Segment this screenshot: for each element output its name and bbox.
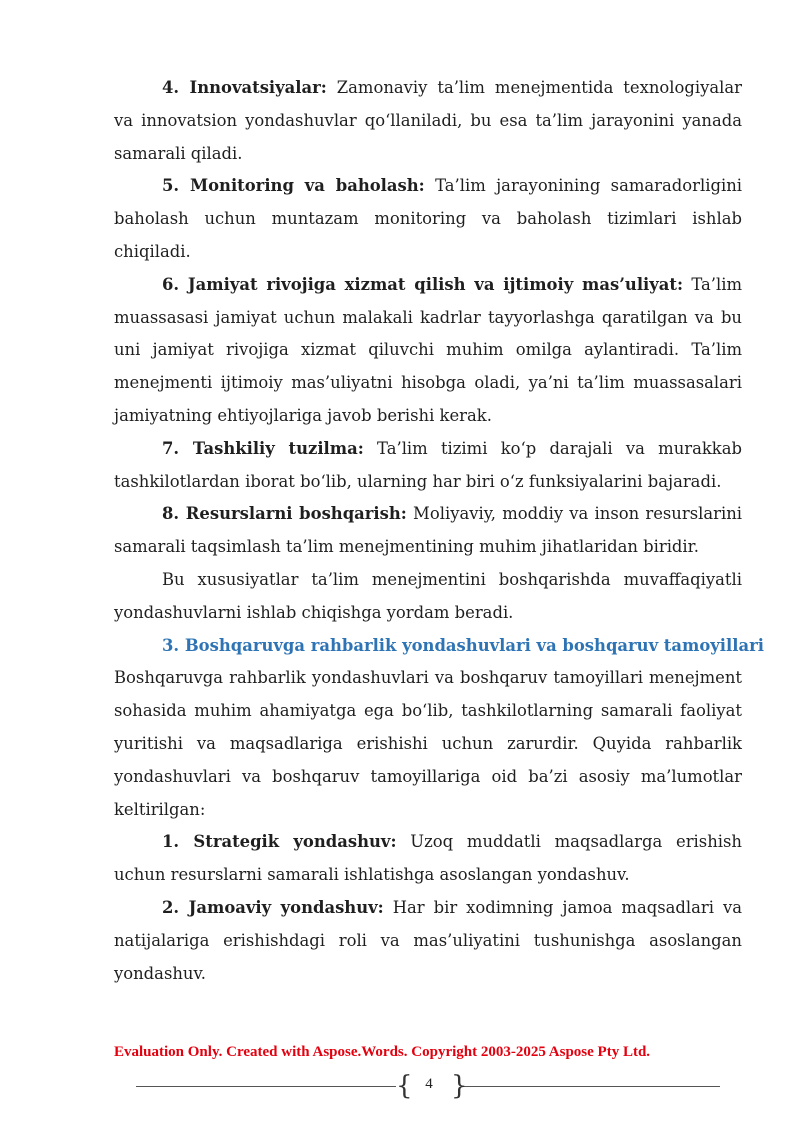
document-body	[114, 72, 764, 990]
footer-rule-left	[136, 1086, 396, 1087]
item-label: 1. Strategik yondashuv:	[162, 832, 397, 852]
page-number: 4	[425, 1076, 433, 1092]
footer-brace-right: }	[451, 1071, 468, 1101]
footer-rule-right	[462, 1086, 720, 1087]
item-text: Ta’lim jarayonining samaradorligini baholash uchun muntazam monitoring va baholash tizimlari ishlab chiqiladi.	[114, 176, 742, 261]
list-item-strategic-approach	[114, 826, 742, 892]
item-label: 4. Innovatsiyalar:	[162, 78, 327, 97]
list-item-team-approach	[114, 892, 742, 990]
list-item-resource-management	[114, 498, 742, 564]
item-label: 7. Tashkiliy tuzilma:	[162, 438, 364, 458]
section-intro-paragraph: Boshqaruvga rahbarlik yondashuvlari va boshqaruv tamoyillari menejment sohasida muhim ahamiyatga ega bo‘lib, tashkilotlarning samarali faoliyat yuritishi va maqsadlariga erishishi uchun zarurdir. Quyida rahbarlik yondashuvlari va boshqaruv tamoyillariga oid ba’zi asosiy ma’lumotlar keltirilgan:	[114, 668, 742, 819]
list-item-social-responsibility	[114, 269, 742, 433]
item-text: Moliyaviy, moddiy va inson resurslarini samarali taqsimlash ta’lim menejmentining muhim jihatlaridan biridir.	[114, 504, 742, 557]
list-item-organizational-structure	[114, 433, 742, 499]
item-text: Ta’lim tizimi ko‘p darajali va murakkab tashkilotlardan iborat bo‘lib, ularning har biri o‘z funksiyalarini bajaradi.	[114, 438, 742, 491]
item-label: 5. Monitoring va baholash:	[162, 176, 425, 196]
list-item-innovations	[114, 72, 742, 170]
list-item-monitoring	[114, 170, 742, 268]
item-text: Ta’lim muassasasi jamiyat uchun malakali kadrlar tayyorlashga qaratilgan va bu uni jamiyat rivojiga xizmat qiluvchi muhim omilga aylantiradi. Ta’lim menejmenti ijtimoiy mas’uliyatni hisobga oladi, ya’ni ta’lim muassasalari jamiyatning ehtiyojlariga javob berishi kerak.	[114, 274, 742, 425]
section-heading: 3. Boshqaruvga rahbarlik yondashuvlari va boshqaruv tamoyillari	[162, 635, 764, 655]
item-text: Uzoq muddatli maqsadlarga erishish uchun resurslarni samarali ishlatishga asoslangan yondashuv.	[114, 832, 742, 885]
summary-paragraph: Bu xususiyatlar ta’lim menejmentini boshqarishda muvaffaqiyatli yondashuvlarni ishlab chiqishga yordam beradi.	[114, 569, 742, 622]
item-text: Zamonaviy ta’lim menejmentida texnologiyalar va innovatsion yondashuvlar qo‘llaniladi, bu esa ta’lim jarayonini yanada samarali qiladi.	[114, 78, 742, 163]
footer-brace-left: {	[396, 1071, 413, 1101]
item-label: 8. Resurslarni boshqarish:	[162, 504, 407, 524]
item-label: 2. Jamoaviy yondashuv:	[162, 897, 384, 917]
evaluation-watermark: Evaluation Only. Created with Aspose.Words. Copyright 2003-2025 Aspose Pty Ltd.	[114, 1044, 651, 1060]
item-text: Har bir xodimning jamoa maqsadlari va natijalariga erishishdagi roli va mas’uliyatini tushunishga asoslangan yondashuv.	[114, 897, 742, 983]
item-label: 6. Jamiyat rivojiga xizmat qilish va ijtimoiy mas’uliyat:	[162, 274, 684, 294]
